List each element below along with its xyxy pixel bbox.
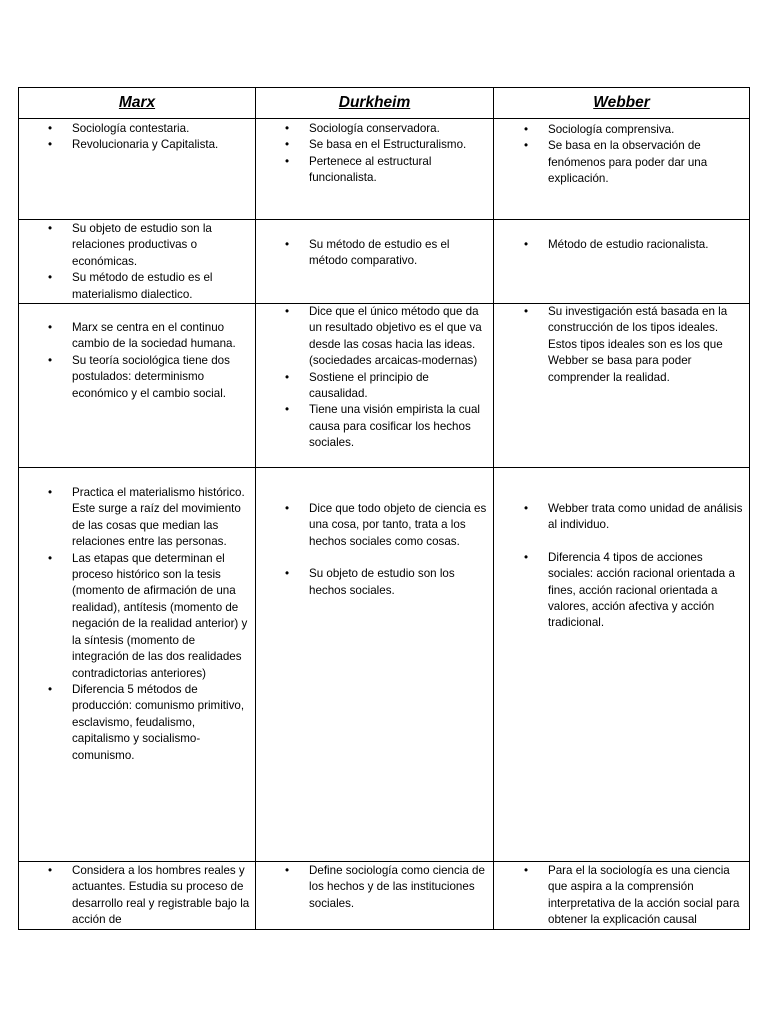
list-item: • Se basa en la observación de fenómenos para poder dar una explicación. [494,138,745,187]
table-row [19,862,750,930]
bullet-list [494,863,749,929]
bullet-list [19,863,255,929]
list-item: • Diferencia 5 métodos de producción: comunismo primitivo, esclavismo, feudalismo, capitalismo y socialismo-comunismo. [19,682,251,764]
comparison-table [18,87,750,930]
bullet-list [494,501,749,632]
bullet-list [19,121,255,154]
table-row [19,119,750,220]
list-item: • Sociología contestaria. [19,121,251,137]
list-item: • Tiene una visión empirista la cual causa para cosificar los hechos sociales. [256,402,489,451]
table-row [19,304,750,468]
list-item: • Revolucionaria y Capitalista. [19,137,251,153]
bullet-list [256,237,493,270]
cell-webber [494,220,750,304]
cell-marx [19,220,256,304]
list-item: • Sociología conservadora. [256,121,489,137]
cell-webber [494,862,750,930]
list-item: • Su objeto de estudio son los hechos sociales. [256,566,489,599]
bullet-list [256,501,493,599]
table-row [19,468,750,862]
list-item: • Sostiene el principio de causalidad. [256,370,489,403]
bullet-list [19,485,255,764]
table-row [19,220,750,304]
list-item: • Sociología comprensiva. [494,122,745,138]
cell-marx [19,468,256,862]
list-item: • Su método de estudio es el método comparativo. [256,237,489,270]
list-item: • Las etapas que determinan el proceso histórico son la tesis (momento de afirmación de una realidad), antítesis (momento de negación de la realidad anterior) y la síntesis (momento de integración de las dos realidades contradictorias anteriores) [19,551,251,682]
bullet-list [256,863,493,912]
list-item: • Practica el materialismo histórico. Este surge a raíz del movimiento de las cosas que median las relaciones entre las personas. [19,485,251,551]
cell-webber [494,304,750,468]
header-row [19,88,750,119]
list-item: • Su objeto de estudio son la relaciones productivas o económicas. [19,221,251,270]
cell-durkheim [256,468,494,862]
cell-marx [19,862,256,930]
bullet-list [19,320,255,402]
bullet-list [19,221,255,303]
list-item: • Método de estudio racionalista. [494,237,745,253]
list-item: • Marx se centra en el continuo cambio de la sociedad humana. [19,320,251,353]
cell-durkheim [256,862,494,930]
list-item: • Webber trata como unidad de análisis al individuo. [494,501,745,534]
cell-marx [19,119,256,220]
cell-marx [19,304,256,468]
bullet-list [494,122,749,188]
cell-durkheim [256,220,494,304]
list-item: • Define sociología como ciencia de los hechos y de las instituciones sociales. [256,863,489,912]
header-webber: Webber [494,88,750,119]
cell-durkheim [256,304,494,468]
list-item: • Dice que todo objeto de ciencia es una cosa, por tanto, trata a los hechos sociales como cosas. [256,501,489,550]
list-item: • Para el la sociología es una ciencia que aspira a la comprensión interpretativa de la acción social para obtener la explicación causal [494,863,745,929]
list-item: • Su teoría sociológica tiene dos postulados: determinismo económico y el cambio social. [19,353,251,402]
list-item: • Dice que el único método que da un resultado objetivo es el que va desde las cosas hacia las ideas. (sociedades arcaicas-modernas) [256,304,489,370]
bullet-list [494,237,749,253]
list-item: • Su método de estudio es el materialismo dialectico. [19,270,251,303]
cell-webber [494,468,750,862]
bullet-list [494,304,749,386]
cell-durkheim [256,119,494,220]
list-item: • Su investigación está basada en la construcción de los tipos ideales. Estos tipos ideales son es los que Webber se basa para poder comprender la realidad. [494,304,745,386]
cell-webber [494,119,750,220]
list-item: • Se basa en el Estructuralismo. [256,137,489,153]
list-item: • Pertenece al estructural funcionalista. [256,154,489,187]
bullet-list [256,121,493,187]
bullet-list [256,304,493,452]
list-item: • Considera a los hombres reales y actuantes. Estudia su proceso de desarrollo real y registrable bajo la acción de [19,863,251,929]
header-durkheim: Durkheim [256,88,494,119]
list-item: • Diferencia 4 tipos de acciones sociales: acción racional orientada a fines, acción racional orientada a valores, acción afectiva y acción tradicional. [494,550,745,632]
header-marx: Marx [19,88,256,119]
